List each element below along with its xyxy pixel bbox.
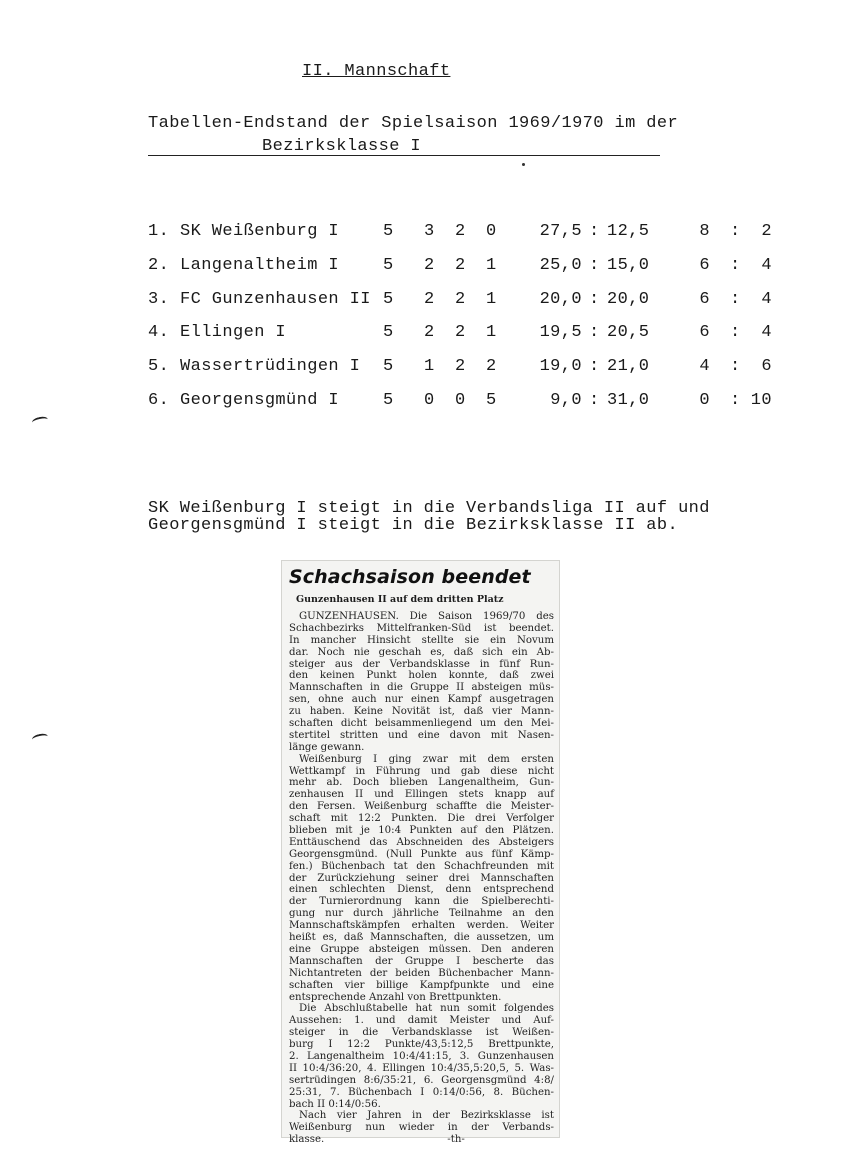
games-played: 5 xyxy=(383,357,394,376)
clipping-text-line: zenhausen II und Ellingen stets knapp auf xyxy=(289,789,554,801)
separator-colon: : xyxy=(730,391,741,410)
games-drawn: 2 xyxy=(455,222,466,241)
clipping-text-line: sen, ohne auch nur einen Kampf ausgetragen xyxy=(289,694,554,706)
match-points-for: 6 xyxy=(699,256,710,275)
punch-hole-mark xyxy=(31,732,48,743)
table-title-line-1: Tabellen-Endstand der Spielsaison 1969/1970 im der xyxy=(148,114,679,133)
games-drawn: 2 xyxy=(455,357,466,376)
board-points-against: 15,0 xyxy=(607,256,650,275)
games-won: 2 xyxy=(424,256,435,275)
clipping-text-line: In mancher Hinsicht stellte sie ein Novum xyxy=(289,634,554,646)
match-points-against: 4 xyxy=(761,256,772,275)
games-lost: 0 xyxy=(486,222,497,241)
clipping-text-line: der Turnierordnung kann die Spielberechti- xyxy=(289,896,554,908)
table-row xyxy=(0,357,850,379)
table-title-line-2: Bezirksklasse I xyxy=(262,137,422,156)
games-won: 0 xyxy=(424,391,435,410)
clipping-text-line: II 10:4/36:20, 4. Ellingen 10:4/35,5:20,5, 5. Was- xyxy=(289,1062,554,1074)
clipping-text-line: Weißenburg nun wieder in der Verbands- xyxy=(289,1122,554,1134)
clipping-text-line: der Zurückziehung seiner drei Mannschaften xyxy=(289,872,554,884)
clipping-headline: Schachsaison beendet xyxy=(289,566,531,588)
board-points-against: 20,0 xyxy=(607,290,650,309)
games-played: 5 xyxy=(383,290,394,309)
separator-colon: : xyxy=(730,357,741,376)
clipping-text-line: länge gewann. xyxy=(289,741,365,753)
clipping-text-line: Nach vier Jahren in der Bezirksklasse ist xyxy=(299,1110,554,1122)
clipping-text-line: Aussehen: 1. und damit Meister und Auf- xyxy=(289,1015,554,1027)
team-name: SK Weißenburg I xyxy=(180,222,340,241)
match-points-for: 4 xyxy=(699,357,710,376)
board-points-for: 25,0 xyxy=(539,256,582,275)
clipping-text-line: bach II 0:14/0:56. xyxy=(289,1098,381,1110)
clipping-subheadline: Gunzenhausen II auf dem dritten Platz xyxy=(296,594,504,605)
table-row xyxy=(0,222,850,244)
match-points-for: 0 xyxy=(699,391,710,410)
board-points-for: 9,0 xyxy=(550,391,582,410)
separator-colon: : xyxy=(589,256,600,275)
separator-colon: : xyxy=(589,391,600,410)
clipping-text-line: Georgensgmünd. (Null Punkte aus fünf Kämp- xyxy=(289,848,554,860)
promotion-relegation-note xyxy=(148,500,710,534)
board-points-for: 27,5 xyxy=(539,222,582,241)
separator-colon: : xyxy=(589,357,600,376)
newspaper-clipping xyxy=(281,560,560,1146)
team-name: Wassertrüdingen I xyxy=(180,357,361,376)
board-points-against: 21,0 xyxy=(607,357,650,376)
summary-line: SK Weißenburg I steigt in die Verbandsliga II auf und xyxy=(148,499,710,518)
clipping-text-line: 25:31, 7. Büchenbach I 0:14/0:56, 8. Büchen- xyxy=(289,1086,554,1098)
separator-colon: : xyxy=(589,290,600,309)
team-name: Georgensgmünd I xyxy=(180,391,340,410)
games-drawn: 0 xyxy=(455,391,466,410)
clipping-text-line: zu haben. Keine Novität ist, daß vier Mann- xyxy=(289,706,554,718)
separator-colon: : xyxy=(730,222,741,241)
clipping-text-line: mehr ab. Doch blieben Langenaltheim, Gun- xyxy=(289,777,554,789)
games-drawn: 2 xyxy=(455,290,466,309)
games-lost: 1 xyxy=(486,256,497,275)
games-lost: 5 xyxy=(486,391,497,410)
summary-line: Georgensgmünd I steigt in die Bezirksklasse II ab. xyxy=(148,516,679,535)
clipping-text-line: steiger in die Verbandsklasse ist Weißen- xyxy=(289,1027,554,1039)
games-played: 5 xyxy=(383,222,394,241)
games-played: 5 xyxy=(383,323,394,342)
board-points-for: 20,0 xyxy=(539,290,582,309)
match-points-against: 2 xyxy=(761,222,772,241)
clipping-body xyxy=(289,611,554,1146)
clipping-text-line: Enttäuschend das Abschneiden des Absteigers xyxy=(289,836,554,848)
board-points-against: 12,5 xyxy=(607,222,650,241)
rank-cell: 6. xyxy=(148,391,170,410)
games-played: 5 xyxy=(383,391,394,410)
separator-colon: : xyxy=(730,256,741,275)
punch-hole-mark xyxy=(31,415,48,426)
table-row xyxy=(0,323,850,345)
clipping-text-line: eine Gruppe absteigen müssen. Den anderen xyxy=(289,943,554,955)
rank-cell: 5. xyxy=(148,357,170,376)
match-points-for: 6 xyxy=(699,290,710,309)
clipping-text-line: Mannschaftskämpfen erhalten werden. Weiter xyxy=(289,920,554,932)
match-points-against: 4 xyxy=(761,323,772,342)
separator-colon: : xyxy=(730,290,741,309)
clipping-text-line: gung nur durch jährliche Teilnahme an den xyxy=(289,908,554,920)
clipping-text-line: Mannschaften der Gruppe I bescherte das xyxy=(289,955,554,967)
clipping-text-line: Schachbezirks Mittelfranken-Süd ist beendet. xyxy=(289,622,554,634)
team-name: Ellingen I xyxy=(180,323,287,342)
games-won: 3 xyxy=(424,222,435,241)
clipping-text-line: burg I 12:2 Punkte/43,5:12,5 Brettpunkte, xyxy=(289,1039,554,1051)
clipping-text-line: den keinen Punkt holen konnte, daß zwei xyxy=(289,670,554,682)
clipping-text-line: steiger aus der Verbandsklasse in fünf Run- xyxy=(289,658,554,670)
separator-colon: : xyxy=(589,222,600,241)
table-row xyxy=(0,290,850,312)
clipping-text-line: 2. Langenaltheim 10:4/41:15, 3. Gunzenhausen xyxy=(289,1050,554,1062)
board-points-against: 31,0 xyxy=(607,391,650,410)
board-points-against: 20,5 xyxy=(607,323,650,342)
clipping-text-line: Weißenburg I ging zwar mit dem ersten xyxy=(299,753,554,765)
document-heading: II. Mannschaft xyxy=(302,62,451,81)
clipping-text-line: fen.) Büchenbach tat den Schachfreunden mit xyxy=(289,860,554,872)
team-name: FC Gunzenhausen II xyxy=(180,290,371,309)
games-drawn: 2 xyxy=(455,323,466,342)
clipping-text-line: GUNZENHAUSEN. Die Saison 1969/70 des xyxy=(299,611,554,622)
games-lost: 1 xyxy=(486,323,497,342)
clipping-text-line: sertrüdingen 8:6/35:21, 6. Georgensgmünd 4:8/ xyxy=(289,1074,554,1086)
separator-colon: : xyxy=(730,323,741,342)
clipping-text-line: Die Abschlußtabelle hat nun somit folgendes xyxy=(299,1003,554,1015)
match-points-for: 8 xyxy=(699,222,710,241)
match-points-against: 4 xyxy=(761,290,772,309)
games-won: 2 xyxy=(424,323,435,342)
games-drawn: 2 xyxy=(455,256,466,275)
board-points-for: 19,5 xyxy=(539,323,582,342)
clipping-text-line: Nichtantreten der beiden Büchenbacher Mann- xyxy=(289,967,554,979)
clipping-text-line: Mannschaften in die Gruppe II absteigen müs- xyxy=(289,682,554,694)
match-points-for: 6 xyxy=(699,323,710,342)
games-lost: 1 xyxy=(486,290,497,309)
games-won: 1 xyxy=(424,357,435,376)
clipping-text-line: einen schlechten Dienst, denn entsprechend xyxy=(289,884,554,896)
clipping-text-line: Wettkampf in Führung und gab diese nicht xyxy=(289,765,554,777)
team-name: Langenaltheim I xyxy=(180,256,340,275)
games-played: 5 xyxy=(383,256,394,275)
clipping-text-line: stertitel stritten und eine davon mit Nasen- xyxy=(289,729,554,741)
board-points-for: 19,0 xyxy=(539,357,582,376)
rank-cell: 3. xyxy=(148,290,170,309)
rank-cell: 1. xyxy=(148,222,170,241)
title-underline-rule xyxy=(148,155,660,156)
clipping-text-line: den Fersen. Weißenburg schaffte die Meister- xyxy=(289,801,554,813)
match-points-against: 10 xyxy=(750,391,772,410)
match-points-against: 6 xyxy=(761,357,772,376)
games-lost: 2 xyxy=(486,357,497,376)
separator-colon: : xyxy=(589,323,600,342)
table-row xyxy=(0,256,850,278)
clipping-text-line: schaften vier billige Kampfpunkte und eine xyxy=(289,979,554,991)
rank-cell: 4. xyxy=(148,323,170,342)
games-won: 2 xyxy=(424,290,435,309)
clipping-text-line: klasse. -th- xyxy=(289,1134,465,1146)
rank-cell: 2. xyxy=(148,256,170,275)
clipping-text-line: schaften dicht beisammenliegend um den Mei- xyxy=(289,718,554,730)
clipping-text-line: entsprechende Anzahl von Brettpunkten. xyxy=(289,991,502,1003)
ink-dot xyxy=(522,163,525,166)
table-row xyxy=(0,391,850,413)
clipping-text-line: heißt es, daß Mannschaften, die aussetzen, um xyxy=(289,932,554,944)
clipping-text-line: dar. Noch nie geschah es, daß sich ein Ab- xyxy=(289,646,554,658)
clipping-text-line: schaft mit 12:2 Punkten. Die drei Verfolger xyxy=(289,813,554,825)
clipping-text-line: blieben mit je 10:4 Punkten auf den Plätzen. xyxy=(289,825,554,837)
